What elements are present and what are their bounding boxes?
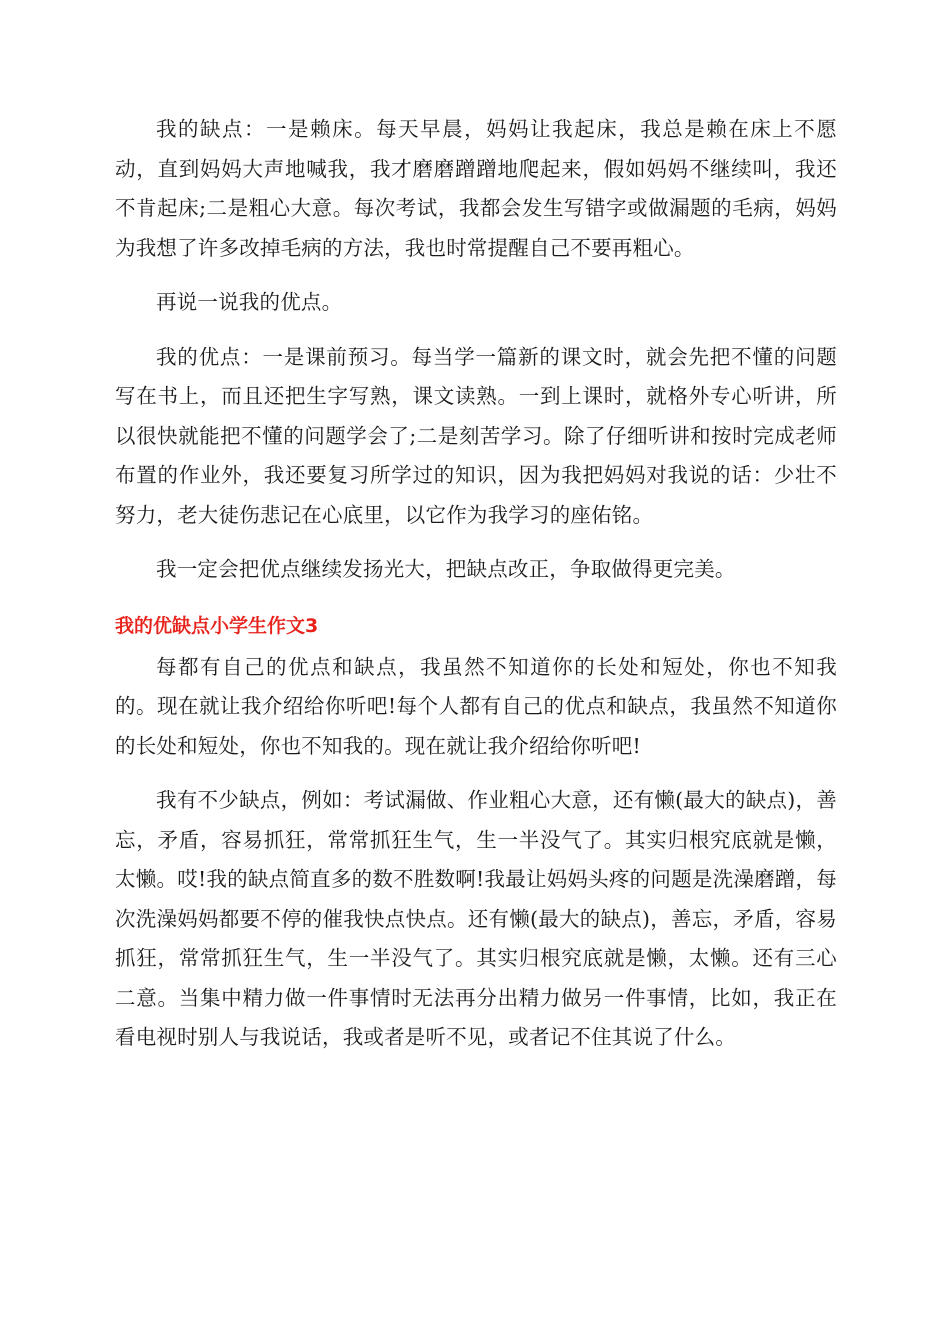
paragraph-conclusion: 我一定会把优点继续发扬光大，把缺点改正，争取做得更完美。 [156,557,736,581]
paragraph-shortcomings-list: 我有不少缺点，例如：考试漏做、作业粗心大意，还有懒(最大的缺点)，善忘，矛盾，容易抓狂，常常抓狂生气，生一半没气了。其实归根究底就是懒，太懒。哎!我的缺点简直多的数不胜数啊!我最让妈妈头疼的问题是洗澡磨蹭，每次洗澡妈妈都要不停的催我快点快点。还有懒(最大的缺点)，善忘，矛盾，容易抓狂，常常抓狂生气，生一半没气了。其实归根究底就是懒，太懒。还有三心二意。当集中精力做一件事情时无法再分出精力做另一件事情，比如，我正在看电视时别人与我说话，我或者是听不见，或者记不住其说了什么。 [115,788,837,1049]
document-body [115,110,837,1058]
section-heading: 我的优缺点小学生作文3 [115,614,319,637]
paragraph-strengths: 我的优点：一是课前预习。每当学一篇新的课文时，就会先把不懂的问题写在书上，而且还把生字写熟，课文读熟。一到上课时，就格外专心听讲，所以很快就能把不懂的问题学会了;二是刻苦学习。除了仔细听讲和按时完成老师布置的作业外，我还要复习所学过的知识，因为我把妈妈对我说的话：少壮不努力，老大徒伤悲记在心底里，以它作为我学习的座佑铭。 [115,344,837,527]
paragraph-shortcomings: 我的缺点：一是赖床。每天早晨，妈妈让我起床，我总是赖在床上不愿动，直到妈妈大声地喊我，我才磨磨蹭蹭地爬起来，假如妈妈不继续叫，我还不肯起床;二是粗心大意。每次考试，我都会发生写错字或做漏题的毛病，妈妈为我想了许多改掉毛病的方法，我也时常提醒自己不要再粗心。 [115,117,837,260]
paragraph-transition: 再说一说我的优点。 [156,290,343,314]
paragraph-intro: 每都有自己的优点和缺点，我虽然不知道你的长处和短处，你也不知我的。现在就让我介绍给你听吧!每个人都有自己的优点和缺点，我虽然不知道你的长处和短处，你也不知我的。现在就让我介绍给你听吧! [115,654,837,758]
